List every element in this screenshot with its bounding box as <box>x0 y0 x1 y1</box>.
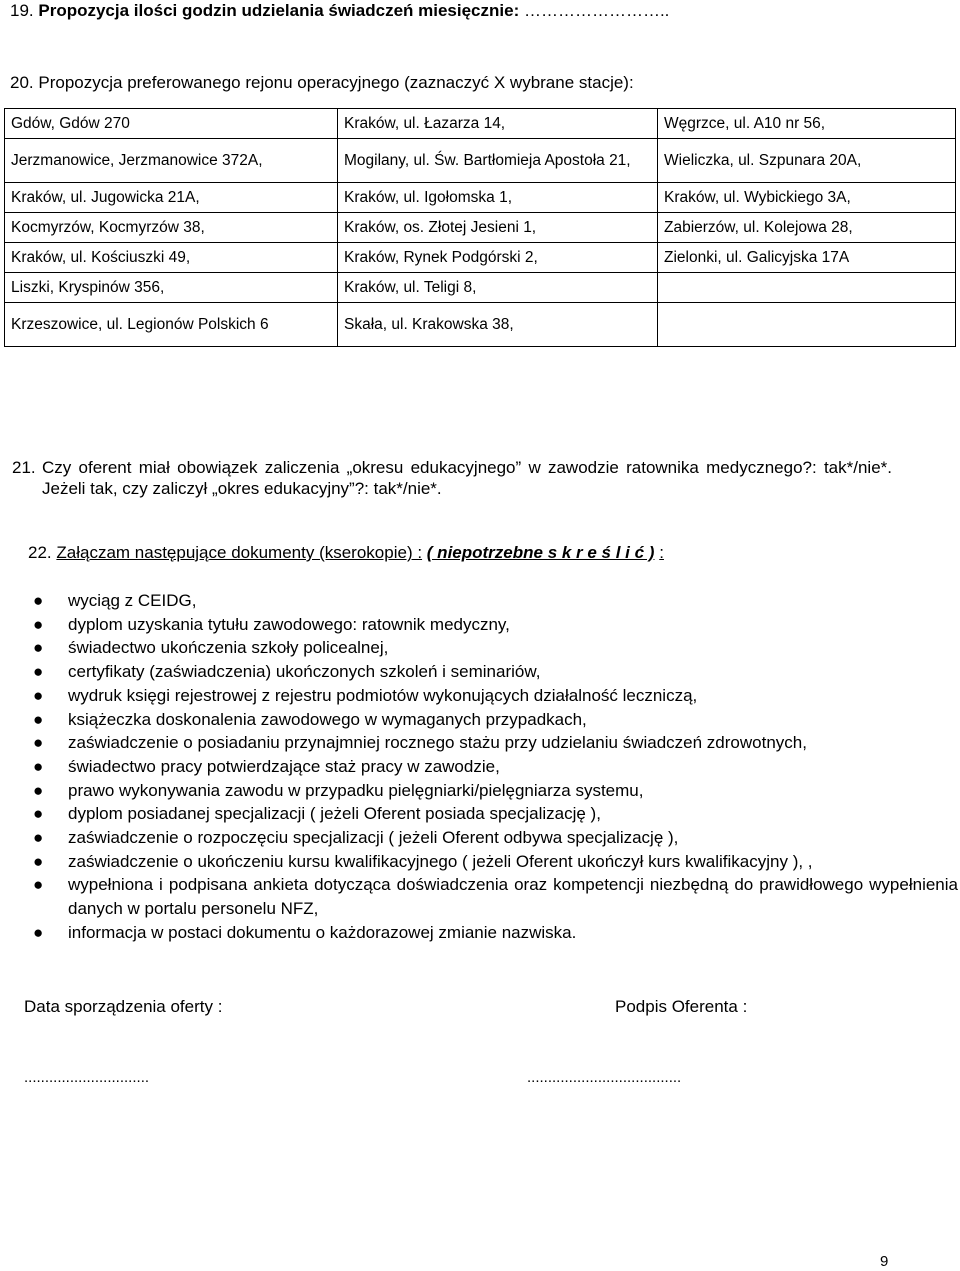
bullet-icon: ● <box>33 828 44 848</box>
bullet-icon: ● <box>33 756 44 776</box>
question-22: 22. Załączam następujące dokumenty (kserokopie) : ( niepotrzebne s k r e ś l i ć ) : <box>28 543 664 562</box>
document-item-text: wydruk księgi rejestrowej z rejestru podmiotów wykonujących działalność leczniczą, <box>68 685 698 705</box>
bullet-icon: ● <box>33 875 44 895</box>
document-item <box>0 921 958 945</box>
document-item-text: zaświadczenie o ukończeniu kursu kwalifikacyjnego ( jeżeli Oferent ukończył kurs kwalifikacyjny ), , <box>68 851 813 871</box>
bullet-icon: ● <box>33 733 44 753</box>
stations-row <box>5 139 956 183</box>
stations-row <box>5 109 956 139</box>
station-cell[interactable]: Kraków, ul. Igołomska 1, <box>338 183 658 213</box>
document-item <box>0 873 958 920</box>
document-item-text: świadectwo ukończenia szkoły policealnej, <box>68 638 389 658</box>
document-item-text: wyciąg z CEIDG, <box>68 591 197 610</box>
bullet-icon: ● <box>33 591 44 610</box>
station-cell[interactable]: Krzeszowice, ul. Legionów Polskich 6 <box>5 303 338 347</box>
bullet-icon: ● <box>33 709 44 729</box>
question-22-instruction: ( niepotrzebne s k r e ś l i ć ) <box>426 543 655 562</box>
document-item <box>0 589 958 613</box>
station-cell[interactable]: Wieliczka, ul. Szpunara 20A, <box>658 139 956 183</box>
stations-row <box>5 243 956 273</box>
bullet-icon: ● <box>33 662 44 682</box>
bullet-icon: ● <box>33 685 44 705</box>
question-20: 20. Propozycja preferowanego rejonu operacyjnego (zaznaczyć X wybrane stacje): <box>10 73 634 92</box>
document-item <box>0 613 958 637</box>
question-19-dots: …………………….. <box>519 1 670 20</box>
document-item <box>0 731 958 755</box>
stations-row <box>5 213 956 243</box>
station-cell[interactable]: Kraków, ul. Wybickiego 3A, <box>658 183 956 213</box>
document-item <box>0 636 958 660</box>
document-item <box>0 779 958 803</box>
bullet-icon: ● <box>33 780 44 800</box>
station-cell[interactable] <box>658 303 956 347</box>
document-item <box>0 755 958 779</box>
document-item <box>0 850 958 874</box>
question-22-text: Załączam następujące dokumenty (kserokopie) : <box>56 543 423 562</box>
station-cell[interactable]: Węgrzce, ul. A10 nr 56, <box>658 109 956 139</box>
document-item-text: certyfikaty (zaświadczenia) ukończonych szkoleń i seminariów, <box>68 662 541 682</box>
question-21-text: Czy oferent miał obowiązek zaliczenia „okresu edukacyjnego” w zawodzie ratownika medycznego?: tak*/nie*. Jeżeli tak, czy zaliczył „okres edukacyjny”?: tak*/nie*. <box>42 458 892 498</box>
station-cell[interactable]: Kraków, Rynek Podgórski 2, <box>338 243 658 273</box>
documents-list <box>0 589 960 945</box>
bullet-icon: ● <box>33 804 44 824</box>
station-cell[interactable]: Liszki, Kryspinów 356, <box>5 273 338 303</box>
question-20-text: Propozycja preferowanego rejonu operacyjnego (zaznaczyć X wybrane stacje): <box>38 73 634 92</box>
document-item-text: wypełniona i podpisana ankieta dotycząca doświadczenia oraz kompetencji niezbędną do prawidłowego wypełnienia danych w portalu personelu NFZ, <box>68 875 958 919</box>
stations-table <box>4 108 956 347</box>
document-item <box>0 684 958 708</box>
station-cell[interactable]: Skała, ul. Krakowska 38, <box>338 303 658 347</box>
document-item-text: zaświadczenie o rozpoczęciu specjalizacji ( jeżeli Oferent odbywa specjalizację ), <box>68 828 679 848</box>
bullet-icon: ● <box>33 638 44 658</box>
date-field[interactable]: .............................. <box>24 1069 150 1086</box>
document-item-text: prawo wykonywania zawodu w przypadku pielęgniarki/pielęgniarza systemu, <box>68 780 644 800</box>
stations-row <box>5 183 956 213</box>
document-item-text: zaświadczenie o posiadaniu przynajmniej rocznego stażu przy udzielaniu świadczeń zdrowotnych, <box>68 733 807 753</box>
document-item <box>0 708 958 732</box>
station-cell[interactable]: Kraków, os. Złotej Jesieni 1, <box>338 213 658 243</box>
stations-row <box>5 273 956 303</box>
document-item-text: świadectwo pracy potwierdzające staż pracy w zawodzie, <box>68 756 500 776</box>
document-item <box>0 660 958 684</box>
document-item-text: książeczka doskonalenia zawodowego w wymaganych przypadkach, <box>68 709 587 729</box>
question-21: 21. Czy oferent miał obowiązek zaliczenia „okresu edukacyjnego” w zawodzie ratownika medycznego?: tak*/nie*. Jeżeli tak, czy zaliczył „okres edukacyjny”?: tak*/nie*. <box>12 458 892 498</box>
document-item <box>0 826 958 850</box>
signature-field[interactable]: ..................................... <box>527 1069 682 1086</box>
document-item-text: dyplom posiadanej specjalizacji ( jeżeli Oferent posiada specjalizację ), <box>68 804 601 824</box>
document-item-text: dyplom uzyskania tytułu zawodowego: ratownik medyczny, <box>68 614 510 634</box>
signature-label: Podpis Oferenta : <box>615 997 748 1016</box>
document-item-text: informacja w postaci dokumentu o każdorazowej zmianie nazwiska. <box>68 922 577 942</box>
station-cell[interactable]: Gdów, Gdów 270 <box>5 109 338 139</box>
question-19: 19. Propozycja ilości godzin udzielania świadczeń miesięcznie: …………………….. <box>10 1 670 20</box>
station-cell[interactable]: Mogilany, ul. Św. Bartłomieja Apostoła 21, <box>338 139 658 183</box>
station-cell[interactable] <box>658 273 956 303</box>
document-item <box>0 802 958 826</box>
station-cell[interactable]: Kraków, ul. Teligi 8, <box>338 273 658 303</box>
stations-row <box>5 303 956 347</box>
station-cell[interactable]: Kraków, ul. Kościuszki 49, <box>5 243 338 273</box>
bullet-icon: ● <box>33 851 44 871</box>
question-19-text: Propozycja ilości godzin udzielania świadczeń miesięcznie: <box>38 1 520 20</box>
station-cell[interactable]: Zabierzów, ul. Kolejowa 28, <box>658 213 956 243</box>
station-cell[interactable]: Kraków, ul. Jugowicka 21A, <box>5 183 338 213</box>
station-cell[interactable]: Zielonki, ul. Galicyjska 17A <box>658 243 956 273</box>
bullet-icon: ● <box>33 614 44 634</box>
page-number: 9 <box>880 1253 889 1270</box>
bullet-icon: ● <box>33 922 44 942</box>
date-label: Data sporządzenia oferty : <box>24 997 223 1016</box>
station-cell[interactable]: Kocmyrzów, Kocmyrzów 38, <box>5 213 338 243</box>
station-cell[interactable]: Jerzmanowice, Jerzmanowice 372A, <box>5 139 338 183</box>
station-cell[interactable]: Kraków, ul. Łazarza 14, <box>338 109 658 139</box>
